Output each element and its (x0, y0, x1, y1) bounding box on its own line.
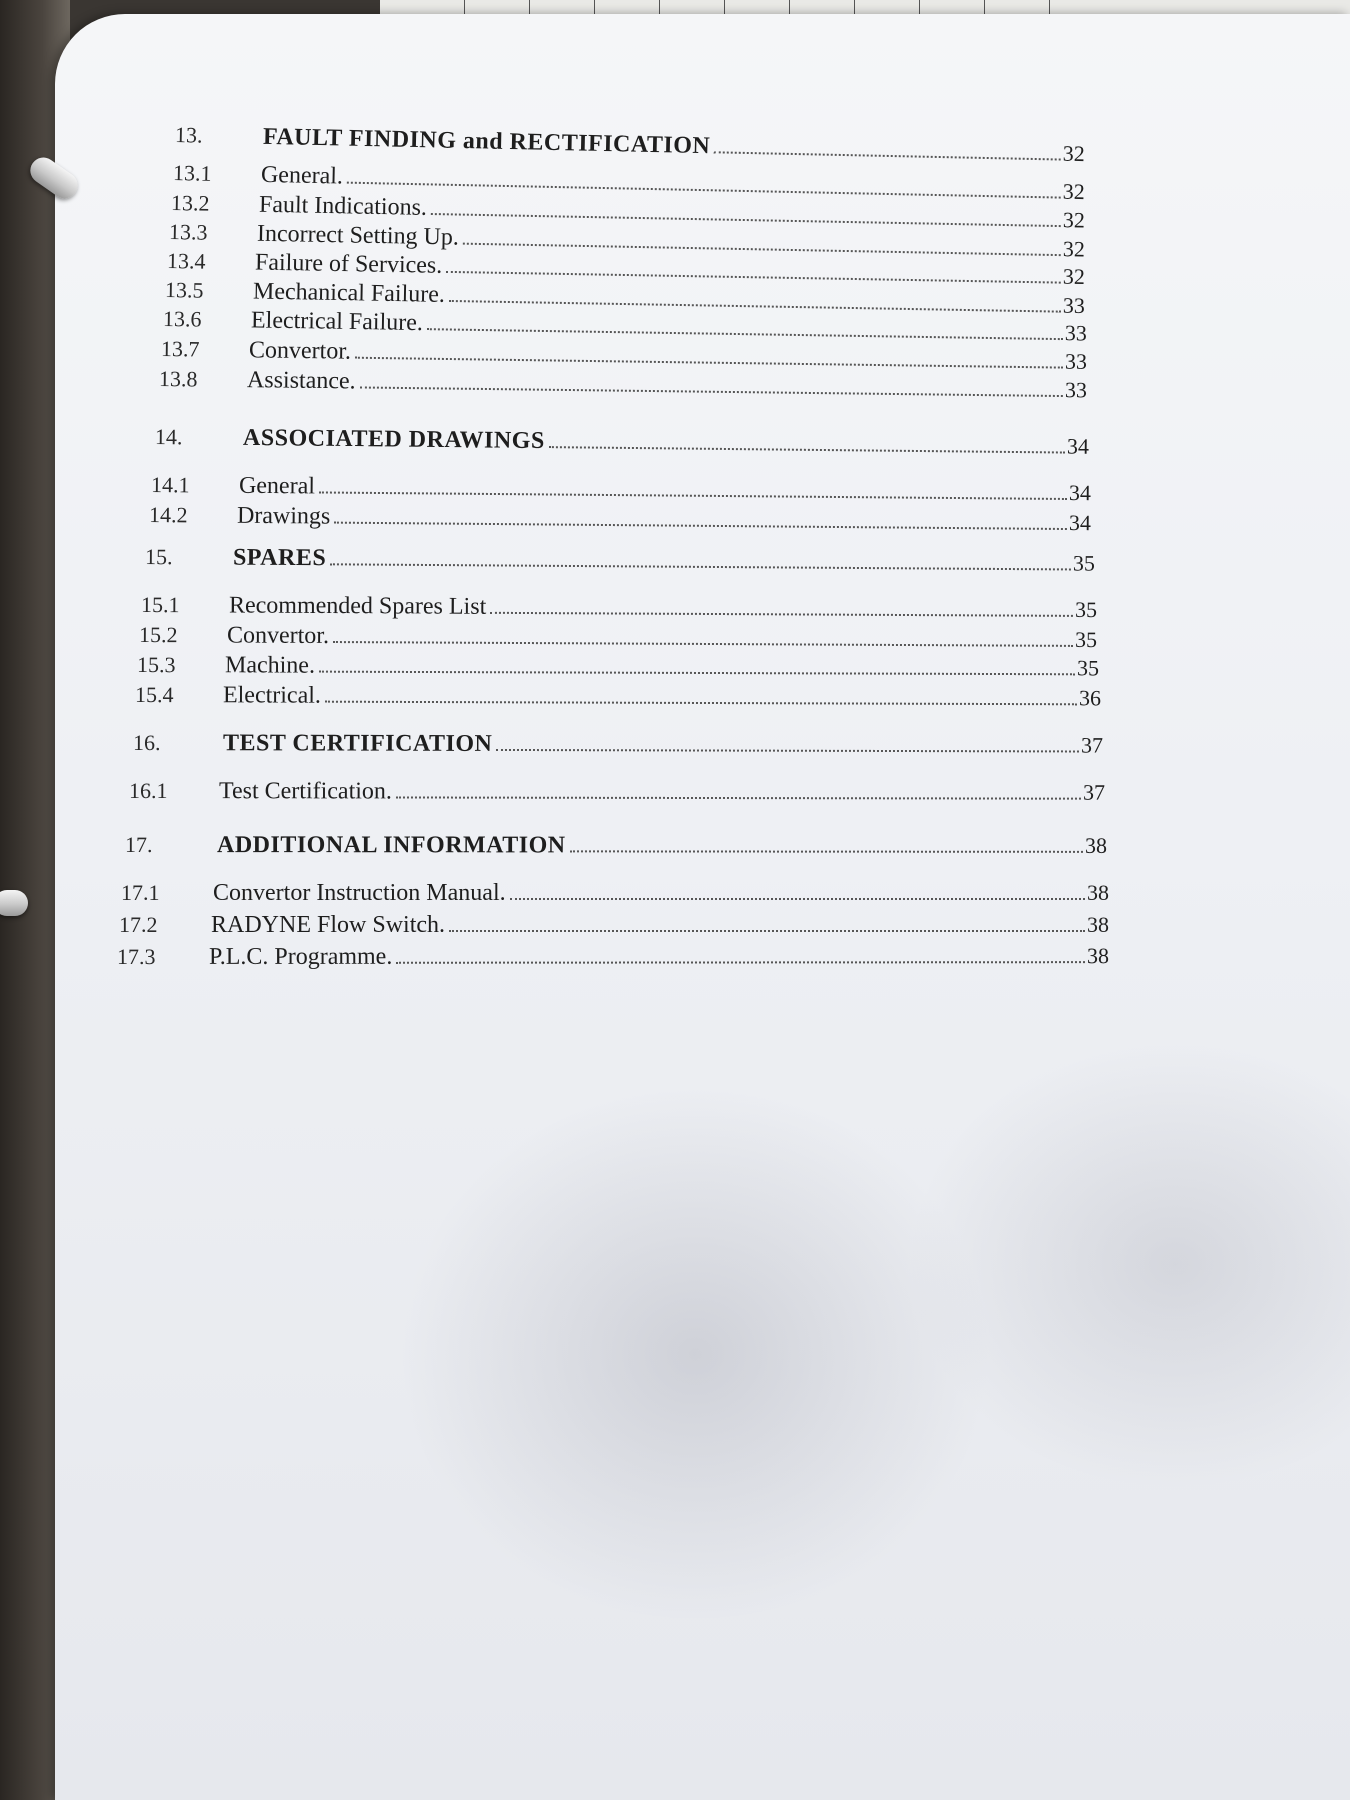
toc-page-number: 35 (1072, 550, 1096, 576)
toc-title: General. (260, 161, 344, 190)
toc-title: Convertor. (248, 337, 352, 365)
toc-page-number: 35 (1076, 655, 1100, 681)
toc-page-number: 35 (1074, 626, 1098, 653)
toc-title: TEST CERTIFICATION (222, 730, 493, 757)
toc-page-number: 33 (1062, 292, 1086, 319)
table-grid-fragment (400, 0, 1050, 14)
toc-page-number: 32 (1062, 207, 1086, 233)
toc-number: 17. (124, 832, 153, 858)
toc-number: 17.1 (121, 880, 160, 905)
toc-number: 13.6 (162, 306, 202, 332)
toc-entry (137, 652, 1099, 682)
toc-number: 17.3 (116, 943, 156, 969)
toc-entry (121, 880, 1109, 907)
toc-title: RADYNE Flow Switch. (211, 912, 446, 938)
toc-page-number: 38 (1087, 912, 1109, 937)
toc-leader-dots (355, 357, 1063, 369)
toc-number: 13.3 (168, 219, 208, 245)
toc-number: 16.1 (128, 778, 168, 804)
toc-number: 15.4 (134, 682, 174, 708)
toc-number: 15.1 (140, 592, 180, 618)
toc-title: Electrical. (222, 682, 321, 709)
toc-section-heading (125, 832, 1107, 860)
toc-leader-dots (510, 898, 1085, 900)
toc-title: ADDITIONAL INFORMATION (216, 832, 566, 859)
toc-title: Failure of Services. (254, 249, 443, 279)
toc-title: Convertor. (226, 622, 330, 649)
toc-number: 13.1 (172, 160, 212, 186)
toc-title: Fault Indications. (258, 191, 428, 221)
toc-page-number: 33 (1064, 348, 1088, 374)
toc-number: 14.2 (148, 502, 188, 528)
toc-title: P.L.C. Programme. (208, 943, 393, 970)
toc-title: Machine. (224, 652, 316, 679)
toc-page-number: 32 (1062, 140, 1086, 167)
toc-number: 16. (132, 730, 161, 756)
document-page (55, 14, 1350, 1800)
toc-leader-dots (449, 930, 1085, 932)
toc-page-number: 32 (1062, 263, 1086, 290)
toc-number: 13.7 (160, 336, 200, 362)
toc-leader-dots (396, 961, 1085, 964)
toc-leader-dots (427, 328, 1063, 340)
toc-leader-dots (446, 271, 1061, 284)
toc-title: General (238, 472, 316, 500)
toc-page-number: 37 (1080, 732, 1104, 758)
toc-page-number: 38 (1084, 832, 1108, 858)
toc-page-number: 33 (1064, 377, 1088, 403)
toc-section-heading (145, 544, 1095, 578)
binder-ring-lower (0, 890, 28, 916)
toc-number: 15.3 (136, 652, 176, 678)
toc-page-number: 32 (1062, 236, 1086, 262)
toc-number: 14. (154, 424, 183, 450)
toc-entry (141, 592, 1097, 624)
toc-page-number: 34 (1066, 433, 1090, 459)
toc-number: 13.5 (164, 277, 204, 303)
toc-number: 13.8 (158, 366, 198, 392)
toc-title: Test Certification. (218, 778, 392, 805)
toc-leader-dots (496, 749, 1079, 753)
toc-page-number: 38 (1087, 880, 1109, 905)
toc-section-heading (155, 424, 1089, 461)
toc-number: 13.2 (170, 190, 210, 216)
toc-page-number: 33 (1064, 320, 1088, 346)
toc-entry (135, 682, 1101, 712)
toc-title: Convertor Instruction Manual. (213, 880, 506, 906)
toc-page-number: 32 (1062, 178, 1086, 205)
toc-entry (139, 622, 1097, 654)
toc-page-number: 34 (1068, 480, 1092, 506)
toc-entry (117, 943, 1109, 971)
toc-title: Electrical Failure. (250, 307, 424, 337)
toc-leader-dots (360, 386, 1063, 397)
toc-leader-dots (333, 641, 1073, 647)
toc-leader-dots (570, 850, 1083, 852)
toc-number: 15. (144, 544, 173, 570)
toc-page-number: 36 (1078, 685, 1102, 711)
toc-title: Drawings (236, 502, 331, 530)
toc-title: Assistance. (246, 367, 356, 395)
toc-title: Mechanical Failure. (252, 278, 446, 308)
toc-leader-dots (449, 300, 1061, 313)
toc-number: 15.2 (138, 622, 178, 648)
toc-number: 14.1 (150, 472, 190, 498)
toc-title: ASSOCIATED DRAWINGS (242, 424, 545, 455)
toc-page-number: 34 (1068, 510, 1092, 536)
toc-page-number: 37 (1082, 779, 1106, 805)
toc-number: 13.4 (166, 248, 206, 274)
toc-entry (119, 912, 1109, 939)
toc-leader-dots (334, 522, 1067, 530)
toc-leader-dots (490, 612, 1073, 617)
toc-page-number: 38 (1086, 943, 1110, 969)
toc-entry (129, 778, 1105, 807)
toc-leader-dots (714, 151, 1061, 160)
toc-leader-dots (396, 796, 1081, 799)
toc-entry (151, 472, 1091, 507)
toc-leader-dots (549, 446, 1065, 453)
toc-page-number: 35 (1074, 596, 1098, 623)
toc-leader-dots (330, 563, 1071, 570)
toc-section-heading (133, 730, 1103, 760)
toc-section-heading (175, 122, 1085, 168)
toc-number: 17.2 (119, 912, 158, 937)
toc-leader-dots (325, 701, 1077, 706)
toc-entry (149, 502, 1091, 537)
toc-title: SPARES (232, 544, 327, 572)
toc-number: 13. (174, 122, 203, 148)
toc-leader-dots (319, 671, 1075, 676)
toc-leader-dots (319, 491, 1067, 500)
toc-title: FAULT FINDING and RECTIFICATION (262, 123, 711, 160)
toc-title: Incorrect Setting Up. (256, 220, 460, 251)
toc-title: Recommended Spares List (228, 592, 487, 620)
